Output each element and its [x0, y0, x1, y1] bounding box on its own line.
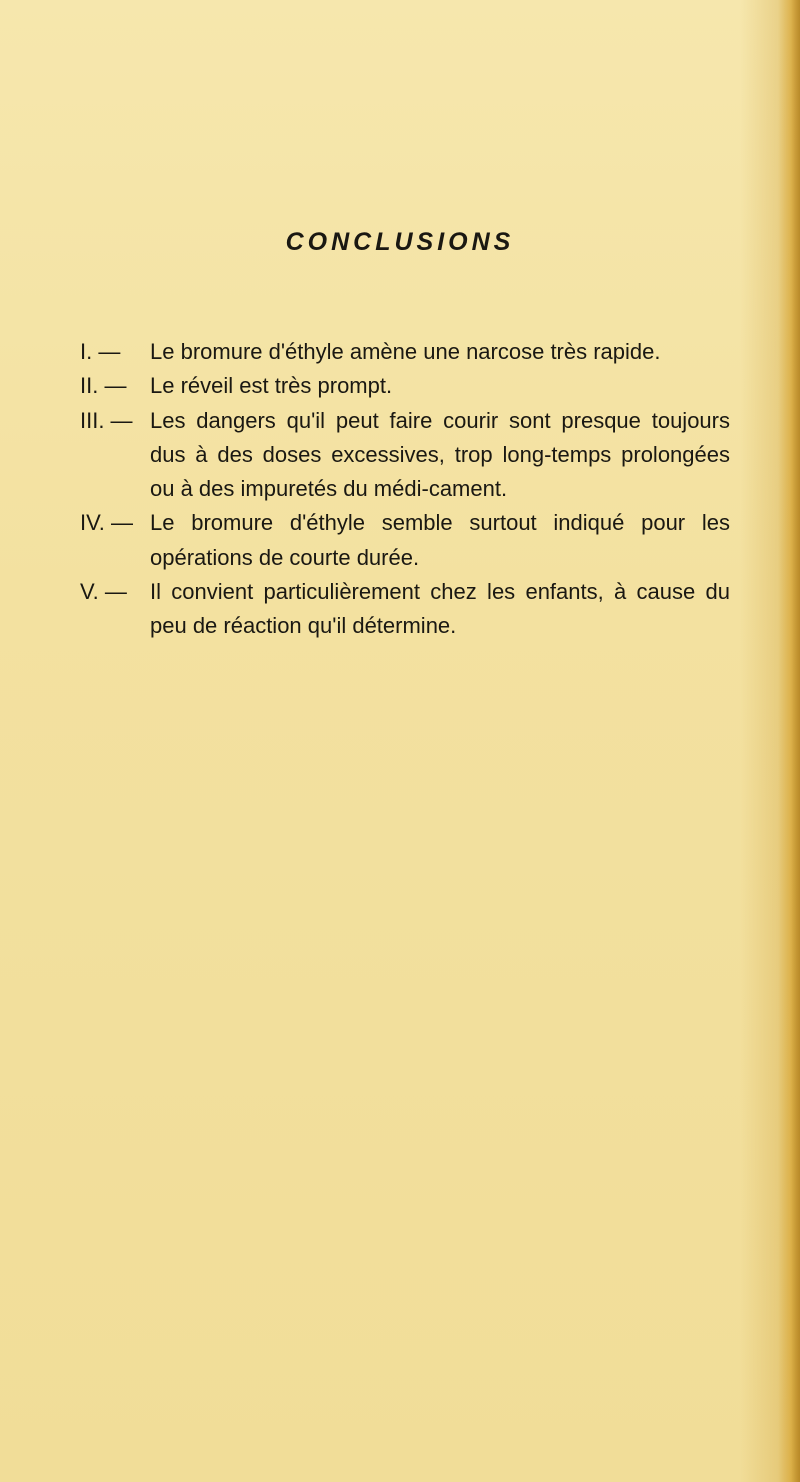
list-item [80, 506, 730, 575]
item-text: Le réveil est très prompt. [150, 373, 393, 399]
page-title: CONCLUSIONS [285, 228, 515, 256]
list-item [80, 575, 730, 644]
item-numeral: I. — [80, 339, 121, 364]
item-numeral: V. — [80, 579, 127, 605]
item-numeral: IV. — [80, 510, 133, 536]
item-text: Il convient particulièrement chez les enfants, à cause du peu de réaction qu'il détermine. [150, 579, 730, 639]
list-item [80, 369, 730, 403]
item-numeral: II. — [80, 373, 127, 399]
conclusions-list [80, 335, 730, 644]
item-text: Le bromure d'éthyle semble surtout indiqué pour les opérations de courte durée. [150, 510, 730, 570]
list-item [80, 335, 730, 369]
item-text: Le bromure d'éthyle amène une narcose très rapide. [150, 339, 661, 364]
item-numeral: III. — [80, 407, 133, 433]
page-edge-stain [778, 0, 800, 1482]
item-text: Les dangers qu'il peut faire courir sont presque toujours dus à des doses excessives, trop long-temps prolongées ou à des impuretés du médi-cament. [150, 407, 730, 502]
list-item [80, 404, 730, 507]
